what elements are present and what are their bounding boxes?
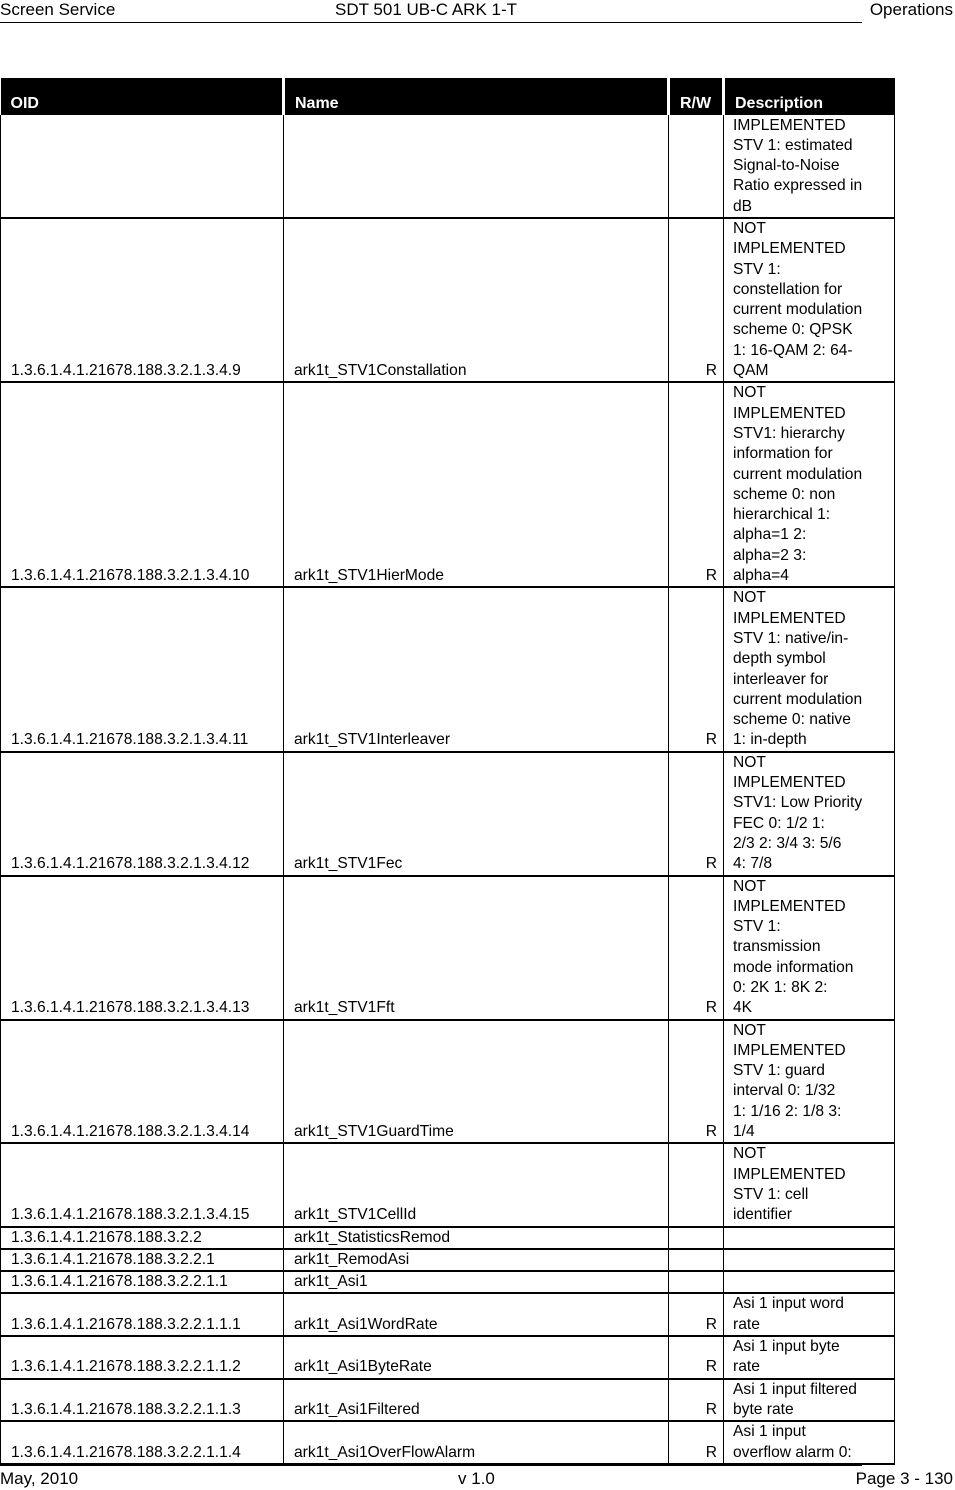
- oid-cell: 1.3.6.1.4.1.21678.188.3.2.1.3.4.11: [1, 587, 284, 751]
- name-cell: ark1t_Asi1OverFlowAlarm: [284, 1421, 669, 1464]
- rw-cell: R: [669, 1379, 724, 1422]
- description-cell: [724, 1249, 895, 1271]
- name-cell: ark1t_STV1Fft: [284, 876, 669, 1020]
- name-cell: ark1t_STV1Interleaver: [284, 587, 669, 751]
- name-cell: ark1t_StatisticsRemod: [284, 1227, 669, 1249]
- name-cell: ark1t_STV1HierMode: [284, 382, 669, 587]
- rw-cell: R: [669, 587, 724, 751]
- description-cell: NOT IMPLEMENTED STV 1: cell identifier: [724, 1143, 895, 1226]
- footer-date: May, 2010: [0, 1469, 79, 1488]
- name-cell: ark1t_Asi1Filtered: [284, 1379, 669, 1422]
- table-row: [1, 587, 895, 751]
- oid-cell: 1.3.6.1.4.1.21678.188.3.2.2.1.1.3: [1, 1379, 284, 1422]
- footer-rule: [0, 1465, 862, 1466]
- oid-table: [0, 78, 895, 1465]
- table-row: [1, 1227, 895, 1249]
- oid-cell: 1.3.6.1.4.1.21678.188.3.2.1.3.4.12: [1, 752, 284, 876]
- page-footer: [0, 1469, 955, 1489]
- name-cell: [284, 115, 669, 218]
- page-header: [0, 0, 955, 22]
- rw-cell: R: [669, 1421, 724, 1464]
- description-cell: NOT IMPLEMENTED STV 1: transmission mode information 0: 2K 1: 8K 2: 4K: [724, 876, 895, 1020]
- name-cell: ark1t_STV1CellId: [284, 1143, 669, 1226]
- description-cell: [724, 1227, 895, 1249]
- description-cell: NOT IMPLEMENTED STV 1: guard interval 0: 1/32 1: 1/16 2: 1/8 3: 1/4: [724, 1020, 895, 1144]
- table-row: [1, 1379, 895, 1422]
- oid-cell: 1.3.6.1.4.1.21678.188.3.2.2.1.1.4: [1, 1421, 284, 1464]
- rw-cell: [669, 115, 724, 218]
- table-row: [1, 876, 895, 1020]
- rw-cell: R: [669, 218, 724, 382]
- header-right: Operations: [869, 0, 953, 19]
- header-center: SDT 501 UB-C ARK 1-T: [335, 0, 518, 19]
- name-cell: ark1t_Asi1WordRate: [284, 1293, 669, 1336]
- oid-cell: 1.3.6.1.4.1.21678.188.3.2.1.3.4.14: [1, 1020, 284, 1144]
- header-rule: [0, 22, 862, 23]
- name-cell: ark1t_STV1GuardTime: [284, 1020, 669, 1144]
- table-row: [1, 1336, 895, 1379]
- description-cell: NOT IMPLEMENTED STV 1: constellation for current modulation scheme 0: QPSK 1: 16-QAM 2: 64- QAM: [724, 218, 895, 382]
- description-cell: IMPLEMENTED STV 1: estimated Signal-to-Noise Ratio expressed in dB: [724, 115, 895, 218]
- table-row: [1, 1271, 895, 1293]
- description-cell: NOT IMPLEMENTED STV1: hierarchy information for current modulation scheme 0: non hierarchical 1: alpha=1 2: alpha=2 3: alpha=4: [724, 382, 895, 587]
- description-cell: [724, 1271, 895, 1293]
- table-row: [1, 218, 895, 382]
- table-row: [1, 752, 895, 876]
- footer-page-number: Page 3 - 130: [855, 1469, 953, 1488]
- rw-cell: R: [669, 876, 724, 1020]
- rw-cell: [669, 1271, 724, 1293]
- description-cell: Asi 1 input filtered byte rate: [724, 1379, 895, 1422]
- rw-cell: R: [669, 382, 724, 587]
- oid-cell: 1.3.6.1.4.1.21678.188.3.2.2.1.1.1: [1, 1293, 284, 1336]
- rw-cell: [669, 1227, 724, 1249]
- name-cell: ark1t_Asi1: [284, 1271, 669, 1293]
- table-row: [1, 1249, 895, 1271]
- oid-cell: 1.3.6.1.4.1.21678.188.3.2.1.3.4.10: [1, 382, 284, 587]
- oid-cell: 1.3.6.1.4.1.21678.188.3.2.2.1.1: [1, 1271, 284, 1293]
- description-cell: Asi 1 input byte rate: [724, 1336, 895, 1379]
- name-cell: ark1t_STV1Fec: [284, 752, 669, 876]
- oid-cell: 1.3.6.1.4.1.21678.188.3.2.1.3.4.15: [1, 1143, 284, 1226]
- name-cell: ark1t_RemodAsi: [284, 1249, 669, 1271]
- oid-cell: 1.3.6.1.4.1.21678.188.3.2.1.3.4.9: [1, 218, 284, 382]
- oid-cell: 1.3.6.1.4.1.21678.188.3.2.2.1.1.2: [1, 1336, 284, 1379]
- column-header-name: Name: [284, 78, 669, 115]
- name-cell: ark1t_STV1Constallation: [284, 218, 669, 382]
- rw-cell: R: [669, 1336, 724, 1379]
- table-row: [1, 1421, 895, 1464]
- rw-cell: [669, 1143, 724, 1226]
- oid-cell: [1, 115, 284, 218]
- table-row: [1, 1143, 895, 1226]
- name-cell: ark1t_Asi1ByteRate: [284, 1336, 669, 1379]
- rw-cell: [669, 1249, 724, 1271]
- footer-version: v 1.0: [458, 1469, 495, 1488]
- column-header-oid: OID: [1, 78, 284, 115]
- table-header-row: [1, 78, 895, 115]
- description-cell: NOT IMPLEMENTED STV 1: native/in- depth symbol interleaver for current modulation scheme 0: native 1: in-depth: [724, 587, 895, 751]
- column-header-description: Description: [724, 78, 895, 115]
- table-row: [1, 1020, 895, 1144]
- table-row: [1, 115, 895, 218]
- header-left: Screen Service: [0, 0, 116, 19]
- rw-cell: R: [669, 752, 724, 876]
- column-header-rw: R/W: [669, 78, 724, 115]
- rw-cell: R: [669, 1020, 724, 1144]
- rw-cell: R: [669, 1293, 724, 1336]
- oid-cell: 1.3.6.1.4.1.21678.188.3.2.1.3.4.13: [1, 876, 284, 1020]
- oid-cell: 1.3.6.1.4.1.21678.188.3.2.2: [1, 1227, 284, 1249]
- description-cell: Asi 1 input overflow alarm 0:: [724, 1421, 895, 1464]
- oid-cell: 1.3.6.1.4.1.21678.188.3.2.2.1: [1, 1249, 284, 1271]
- table-row: [1, 382, 895, 587]
- description-cell: Asi 1 input word rate: [724, 1293, 895, 1336]
- table-row: [1, 1293, 895, 1336]
- description-cell: NOT IMPLEMENTED STV1: Low Priority FEC 0: 1/2 1: 2/3 2: 3/4 3: 5/6 4: 7/8: [724, 752, 895, 876]
